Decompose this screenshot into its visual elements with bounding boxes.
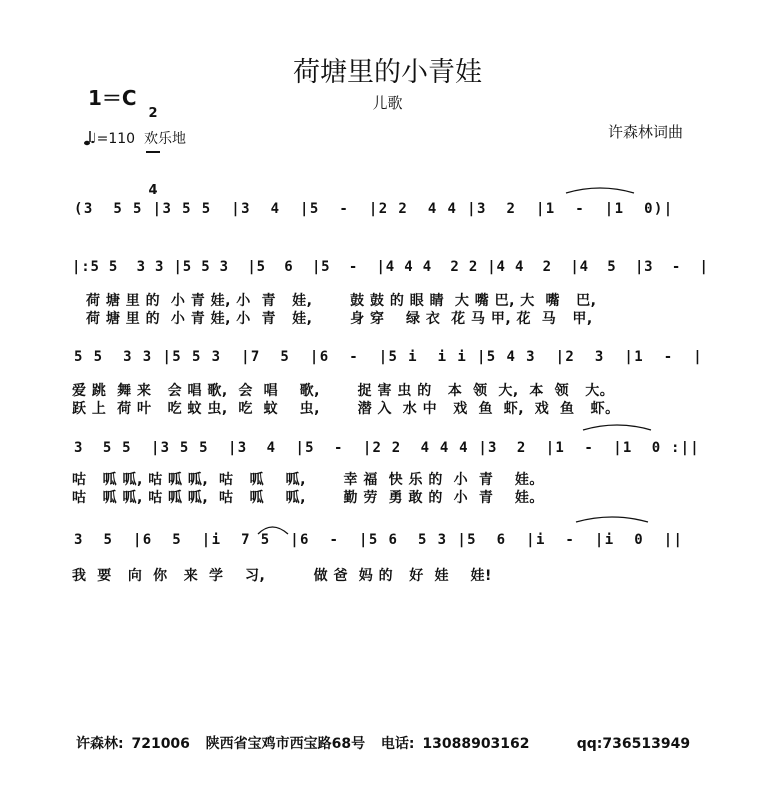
score-line-verse-3: 3 5 5 |3 5 5 |3 4 |5 - |2 2 4 4 4 |3 2 |1 - |1 0 :|| bbox=[74, 440, 700, 456]
lyric-line-2b: 跃 上 荷 叶 吃 蚊 虫, 吃 蚊 虫, 潜 入 水 中 戏 鱼 虾, 戏 鱼 虾。 bbox=[72, 401, 620, 417]
meter-top: 2 bbox=[148, 106, 158, 121]
meter-bottom: 4 bbox=[148, 182, 158, 198]
composer-credit: 许森林词曲 bbox=[608, 123, 684, 141]
score-line-verse-4: 3 5 |6 5 |i 7 5 |6 - |5 6 5 3 |5 6 |i - |i 0 || bbox=[74, 532, 684, 548]
tie-intro bbox=[566, 188, 634, 193]
tie-verse-4 bbox=[576, 517, 648, 522]
score-line-intro: (3 5 5 |3 5 5 |3 4 |5 - |2 2 4 4 |3 2 |1 - |1 0)| bbox=[74, 201, 674, 217]
slur-verse-4 bbox=[258, 527, 288, 534]
score-line-verse-2: 5 5 3 3 |5 5 3 |7 5 |6 - |5 i i i |5 4 3 |2 3 |1 - | bbox=[74, 349, 704, 365]
tempo-marking: ♩=110 欢乐地 bbox=[90, 131, 186, 147]
score-line-verse-1: |:5 5 3 3 |5 5 3 |5 6 |5 - |4 4 4 2 2 |4 4 2 |4 5 |3 - | bbox=[72, 259, 709, 275]
lyric-line-4: 我 要 向 你 来 学 习, 做 爸 妈 的 好 娃 娃! bbox=[72, 568, 492, 584]
lyric-line-2a: 爱 跳 舞 来 会 唱 歌, 会 唱 歌, 捉 害 虫 的 本 领 大, 本 领 大。 bbox=[72, 383, 615, 399]
lyric-line-1b: 荷 塘 里 的 小 青 娃, 小 青 娃, 身 穿 绿 衣 花 马 甲, 花 马 甲, bbox=[86, 311, 593, 327]
lyric-line-1a: 荷 塘 里 的 小 青 娃, 小 青 娃, 鼓 鼓 的 眼 睛 大 嘴 巴, 大 嘴 巴, bbox=[86, 293, 597, 309]
lyric-line-3a: 咕 呱 呱, 咕 呱 呱, 咕 呱 呱, 幸 福 快 乐 的 小 青 娃。 bbox=[72, 472, 544, 488]
song-genre: 儿歌 bbox=[372, 94, 403, 112]
lyric-line-3b: 咕 呱 呱, 咕 呱 呱, 咕 呱 呱, 勤 劳 勇 敢 的 小 青 娃。 bbox=[72, 490, 544, 506]
contact-info: 许森林: 721006 陕西省宝鸡市西宝路68号 电话: 13088903162 qq:736513949 bbox=[76, 736, 691, 752]
tie-verse-3 bbox=[583, 425, 651, 430]
key-signature: 1＝C bbox=[88, 86, 137, 110]
tempo-note-head bbox=[84, 141, 90, 145]
song-title: 荷塘里的小青娃 bbox=[293, 57, 482, 88]
